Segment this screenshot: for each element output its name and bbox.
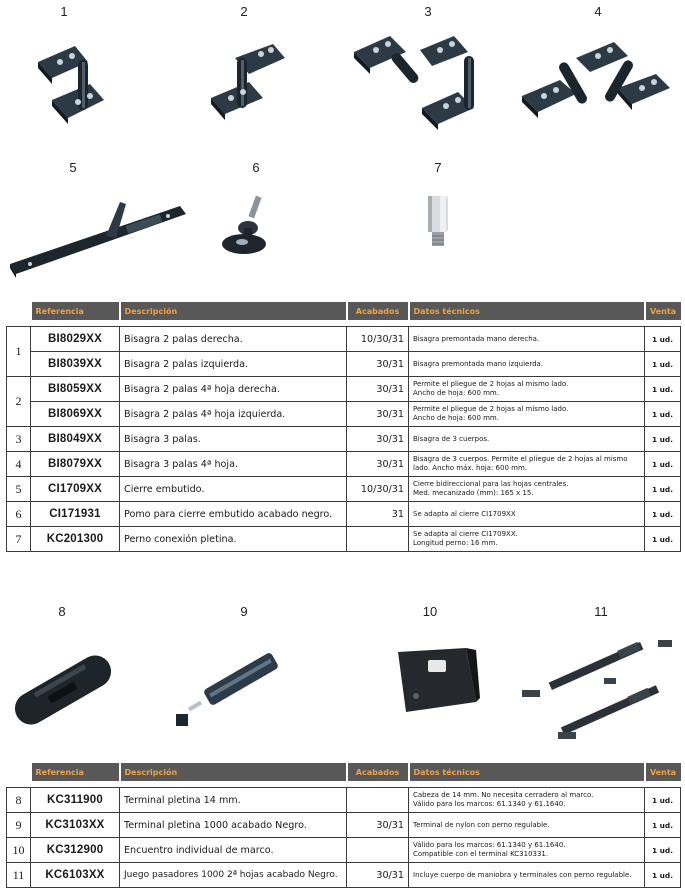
row-index: 8	[7, 788, 31, 813]
table-row	[7, 838, 681, 863]
row-description: Bisagra 2 palas izquierda.	[120, 352, 347, 377]
table-row	[7, 502, 681, 527]
table-row	[7, 327, 681, 352]
header-datos-tecnicos: Datos técnicos	[409, 763, 645, 781]
header-acabados: Acabados	[347, 302, 409, 320]
row-index: 11	[7, 863, 31, 888]
row-reference: BI8039XX	[31, 352, 120, 377]
row-sale-unit: 1 ud.	[645, 527, 681, 552]
header-datos-tecnicos: Datos técnicos	[409, 302, 645, 320]
row-finishes: 30/31	[347, 377, 409, 402]
row-finishes	[347, 527, 409, 552]
header-descripcion: Descripción	[120, 302, 347, 320]
table-row	[7, 813, 681, 838]
table-row	[7, 477, 681, 502]
flush-bolt-icon	[8, 196, 188, 281]
figure-number-11: 11	[594, 604, 608, 619]
header-venta: Venta	[645, 302, 681, 320]
row-index: 5	[7, 477, 31, 502]
row-reference: BI8029XX	[31, 327, 120, 352]
figure-number-9: 9	[240, 604, 248, 619]
row-description: Bisagra 2 palas 4ª hoja derecha.	[120, 377, 347, 402]
row-finishes: 30/31	[347, 863, 409, 888]
row-reference: KC6103XX	[31, 863, 120, 888]
row-finishes: 30/31	[347, 813, 409, 838]
product-table-1	[6, 302, 681, 552]
header-descripcion: Descripción	[120, 763, 347, 781]
connection-pin-icon	[420, 192, 456, 252]
header-acabados: Acabados	[347, 763, 409, 781]
row-technical-data: Bisagra premontada mano derecha.	[409, 327, 645, 352]
row-finishes: 30/31	[347, 452, 409, 477]
row-finishes: 30/31	[347, 402, 409, 427]
row-reference: CI1709XX	[31, 477, 120, 502]
row-technical-data: Cabeza de 14 mm. No necesita cerradero al marco. Válido para los marcos: 61.1340 y 61.1640.	[409, 788, 645, 813]
row-finishes: 30/31	[347, 352, 409, 377]
row-technical-data: Incluye cuerpo de maniobra y terminales con perno regulable.	[409, 863, 645, 888]
row-sale-unit: 1 ud.	[645, 788, 681, 813]
row-index: 4	[7, 452, 31, 477]
row-sale-unit: 1 ud.	[645, 352, 681, 377]
row-index: 9	[7, 813, 31, 838]
row-index: 6	[7, 502, 31, 527]
row-technical-data: Permite el pliegue de 2 hojas al mismo lado. Ancho de hoja: 600 mm.	[409, 402, 645, 427]
row-finishes: 30/31	[347, 427, 409, 452]
row-technical-data: Se adapta al cierre CI1709XX. Longitud perno: 16 mm.	[409, 527, 645, 552]
header-venta: Venta	[645, 763, 681, 781]
row-description: Encuentro individual de marco.	[120, 838, 347, 863]
row-index: 7	[7, 527, 31, 552]
table-row	[7, 377, 681, 402]
row-index: 2	[7, 377, 31, 427]
figure-number-3: 3	[424, 4, 432, 19]
row-description: Bisagra 3 palas 4ª hoja.	[120, 452, 347, 477]
figure-number-1: 1	[60, 4, 68, 19]
table-row	[7, 352, 681, 377]
row-sale-unit: 1 ud.	[645, 502, 681, 527]
row-description: Cierre embutido.	[120, 477, 347, 502]
row-finishes	[347, 788, 409, 813]
table-row	[7, 452, 681, 477]
row-technical-data: Bisagra de 3 cuerpos.	[409, 427, 645, 452]
row-sale-unit: 1 ud.	[645, 838, 681, 863]
row-reference: CI171931	[31, 502, 120, 527]
bar-terminal-black-icon	[172, 642, 282, 737]
hinge-2-leaf-left-icon	[205, 42, 295, 132]
knob-icon	[220, 192, 280, 260]
table-row	[7, 427, 681, 452]
header-referencia: Referencia	[31, 763, 120, 781]
row-description: Terminal pletina 1000 acabado Negro.	[120, 813, 347, 838]
row-technical-data: Permite el pliegue de 2 hojas al mismo lado. Ancho de hoja: 600 mm.	[409, 377, 645, 402]
row-technical-data: Bisagra de 3 cuerpos. Permite el pliegue de 2 hojas al mismo lado. Ancho máx. hoja: 600 mm.	[409, 452, 645, 477]
row-technical-data: Cierre bidireccional para las hojas centrales. Med. mecanizado (mm): 165 x 15.	[409, 477, 645, 502]
figure-number-5: 5	[69, 160, 77, 175]
row-sale-unit: 1 ud.	[645, 327, 681, 352]
hinge-3-leaf-4th-icon	[518, 38, 673, 128]
product-table-2	[6, 763, 681, 888]
bar-terminal-icon	[6, 640, 116, 730]
row-reference: KC3103XX	[31, 813, 120, 838]
row-sale-unit: 1 ud.	[645, 813, 681, 838]
figure-number-8: 8	[58, 604, 66, 619]
row-sale-unit: 1 ud.	[645, 452, 681, 477]
row-sale-unit: 1 ud.	[645, 863, 681, 888]
figure-number-6: 6	[252, 160, 260, 175]
table-row	[7, 788, 681, 813]
row-sale-unit: 1 ud.	[645, 427, 681, 452]
row-description: Terminal pletina 14 mm.	[120, 788, 347, 813]
row-finishes: 31	[347, 502, 409, 527]
row-technical-data: Válido para los marcos: 61.1340 y 61.1640. Compatible con el terminal KC310331.	[409, 838, 645, 863]
row-finishes: 10/30/31	[347, 477, 409, 502]
frame-keeper-icon	[392, 644, 482, 716]
figure-number-7: 7	[434, 160, 442, 175]
row-description: Bisagra 3 palas.	[120, 427, 347, 452]
row-reference: BI8049XX	[31, 427, 120, 452]
row-finishes	[347, 838, 409, 863]
table-row	[7, 863, 681, 888]
row-reference: BI8079XX	[31, 452, 120, 477]
row-description: Bisagra 2 palas derecha.	[120, 327, 347, 352]
table-row	[7, 402, 681, 427]
row-index: 10	[7, 838, 31, 863]
figure-number-2: 2	[240, 4, 248, 19]
row-description: Juego pasadores 1000 2ª hojas acabado Negro.	[120, 863, 347, 888]
row-description: Bisagra 2 palas 4ª hoja izquierda.	[120, 402, 347, 427]
figure-number-10: 10	[422, 604, 438, 619]
row-description: Pomo para cierre embutido acabado negro.	[120, 502, 347, 527]
row-index: 3	[7, 427, 31, 452]
row-sale-unit: 1 ud.	[645, 402, 681, 427]
table-row	[7, 527, 681, 552]
header-referencia: Referencia	[31, 302, 120, 320]
row-sale-unit: 1 ud.	[645, 477, 681, 502]
row-finishes: 10/30/31	[347, 327, 409, 352]
row-reference: BI8059XX	[31, 377, 120, 402]
hinge-3-leaf-icon	[350, 28, 500, 138]
row-technical-data: Se adapta al cierre CI1709XX	[409, 502, 645, 527]
row-reference: KC311900	[31, 788, 120, 813]
row-description: Perno conexión pletina.	[120, 527, 347, 552]
row-reference: KC201300	[31, 527, 120, 552]
pin-set-icon	[518, 636, 680, 744]
figure-number-4: 4	[594, 4, 602, 19]
row-sale-unit: 1 ud.	[645, 377, 681, 402]
row-reference: BI8069XX	[31, 402, 120, 427]
row-reference: KC312900	[31, 838, 120, 863]
row-technical-data: Terminal de nylon con perno regulable.	[409, 813, 645, 838]
row-technical-data: Bisagra premontada mano izquierda.	[409, 352, 645, 377]
hinge-2-leaf-right-icon	[30, 40, 120, 136]
row-index: 1	[7, 327, 31, 377]
